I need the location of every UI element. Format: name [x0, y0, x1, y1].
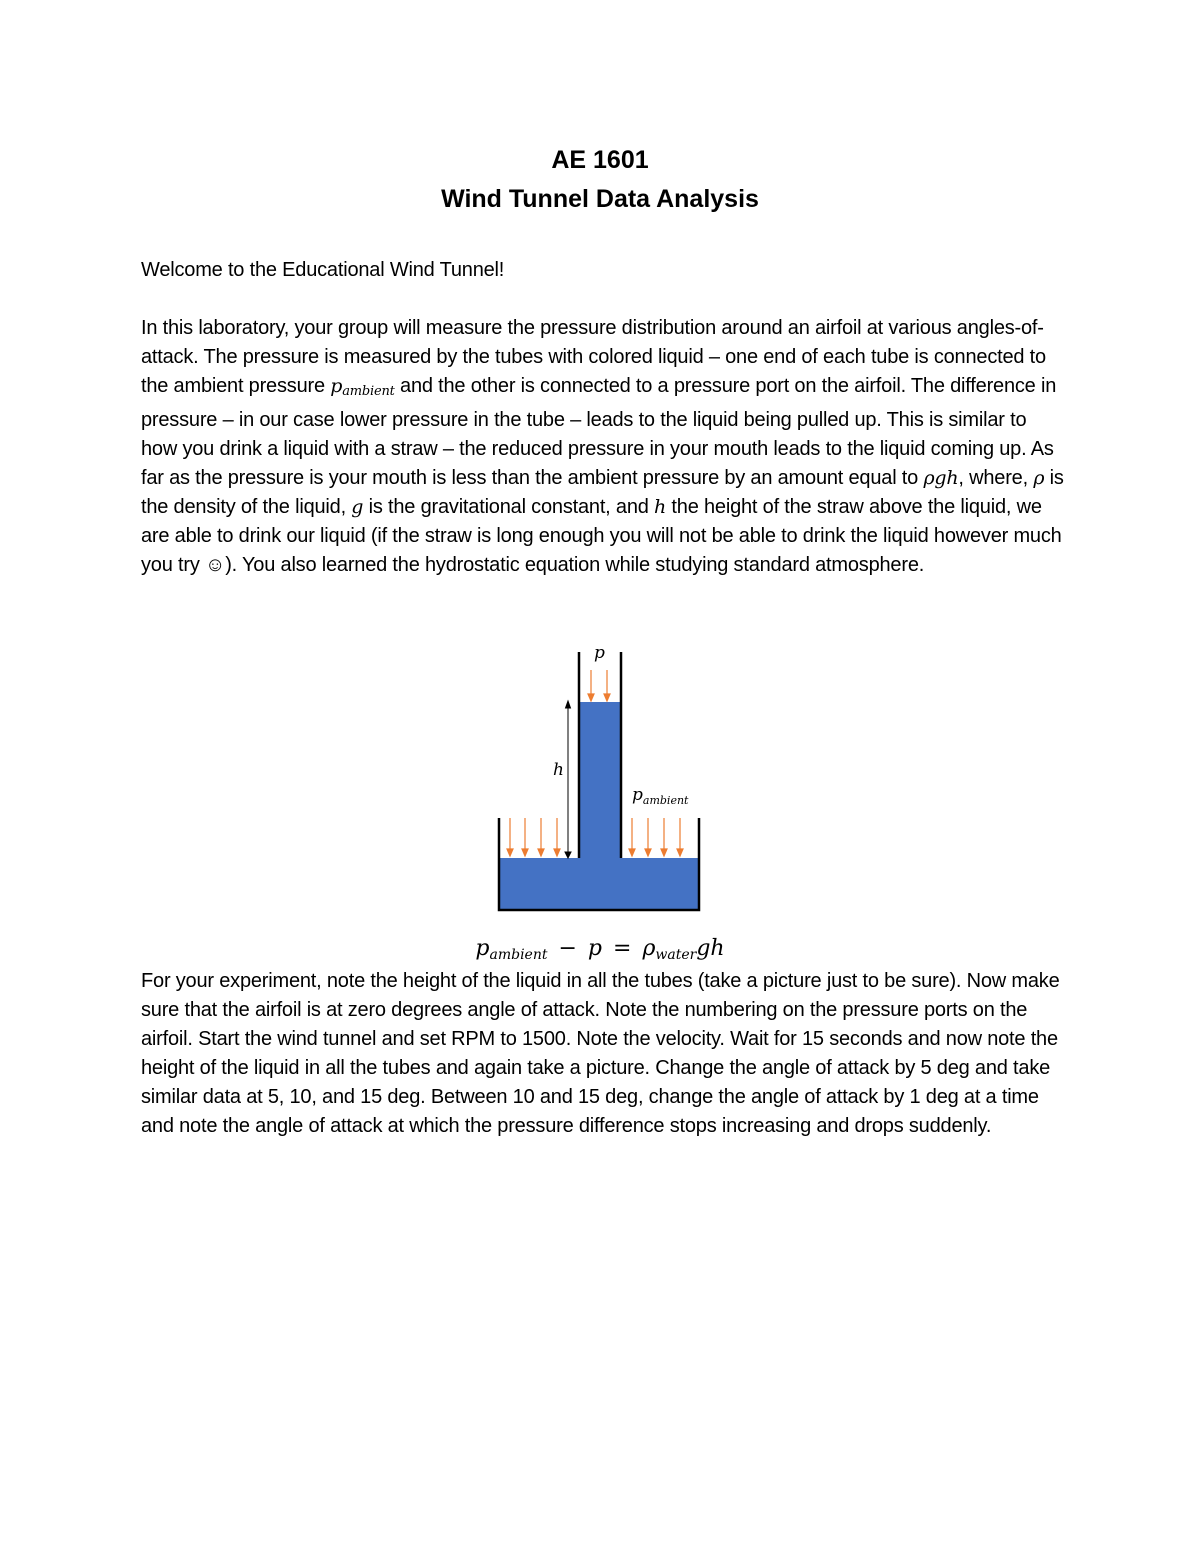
text-run: is the density of the liquid, [141, 467, 1064, 518]
procedure-paragraph: For your experiment, note the height of the liquid in all the tubes (take a picture just to be sure). Now make sure that the airfoil is at zero degrees angle of attack. Note the numbering on the pressure ports on the airfoil. Start the wind tunnel and set RPM to 1500. Note the velocity. Wait for 15 seconds and now note the height of the liquid in all the tubes and again take a picture. Change the angle of attack by 5 deg and take similar data at 5, 10, and 15 deg. Between 10 and 15 deg, change the angle of attack by 1 deg at a time and note the angle of attack at which the pressure difference stops increasing and drops suddenly. [141, 970, 1060, 1137]
intro-paragraph [141, 314, 1066, 580]
math-sub-ambient: ambient [342, 384, 395, 399]
math-g: g [351, 496, 364, 518]
math-rho-g-h: ρgh [923, 467, 959, 489]
eq-equals: = [613, 936, 632, 961]
math-p: p [330, 375, 343, 397]
hydrostatic-equation [0, 936, 1200, 963]
pressure-arrows-left [507, 818, 560, 856]
eq-p: p [587, 936, 603, 961]
tube-liquid [580, 702, 620, 860]
label-p-ambient-base: p [632, 785, 643, 805]
pressure-arrows-tube [588, 670, 610, 701]
eq-minus: − [558, 936, 577, 961]
math-h: h [654, 496, 667, 518]
eq-p-ambient: p [475, 936, 490, 961]
eq-sub-ambient: ambient [489, 947, 548, 963]
manometer-diagram [470, 640, 730, 930]
course-code: AE 1601 [551, 146, 649, 174]
welcome-line: Welcome to the Educational Wind Tunnel! [141, 259, 505, 281]
text-run: , where, [958, 467, 1034, 489]
eq-rho: ρ [642, 936, 656, 961]
text-run: In this laboratory, your group will measure the pressure distribution around an airfoil at various angles-of-attack. The pressure is measured by the tubes with colored liquid – one end of each tube is connected to the ambient pressure [141, 317, 1046, 397]
text-run: and the other is connected to a pressure port on the airfoil. The difference in pressure – in our case lower pressure in the tube – leads to the liquid being pulled up. This is similar to how you drink a liquid with a straw – the reduced pressure in your mouth leads to the liquid coming up. As far as the pressure is your mouth is less than the ambient pressure by an amount equal to [141, 375, 1057, 489]
text-run: is the gravitational constant, and [363, 496, 655, 518]
eq-sub-water: water [655, 947, 697, 963]
label-h: h [553, 760, 564, 780]
label-p-ambient [632, 785, 689, 807]
height-arrow [565, 701, 571, 858]
label-p: p [594, 643, 605, 663]
document-title: Wind Tunnel Data Analysis [441, 185, 759, 213]
reservoir-liquid [500, 858, 698, 910]
math-rho: ρ [1033, 467, 1045, 489]
text-run: the height of the straw above the liquid, we are able to drink our liquid (if the straw is long enough you will not be able to drink the liquid however much you try ☺). You also learned the hydrostatic equation while studying standard atmosphere. [141, 496, 1062, 576]
pressure-arrows-right [629, 818, 683, 856]
eq-gh: gh [696, 936, 725, 961]
label-p-ambient-sub: ambient [642, 794, 689, 807]
